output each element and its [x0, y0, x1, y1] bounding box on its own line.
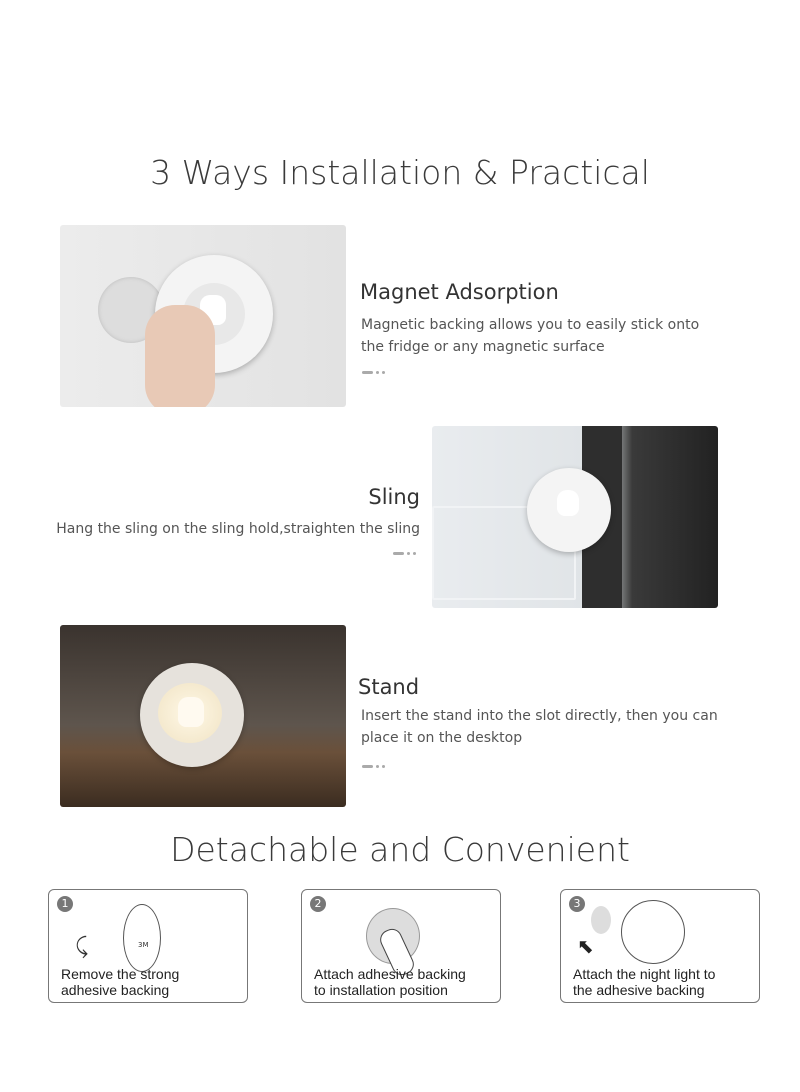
stand-desc [361, 705, 718, 749]
adhesive-disc-icon [591, 906, 611, 934]
section-title: Detachable and Convenient [170, 830, 630, 869]
main-title: 3 Ways Installation & Practical [150, 153, 650, 192]
magnet-photo [60, 225, 346, 407]
stand-photo [60, 625, 346, 807]
sling-desc: Hang the sling on the sling hold,straighten the sling [56, 521, 420, 537]
decorative-dots [362, 765, 392, 769]
step-card-3 [560, 889, 760, 1003]
decorative-dots [362, 371, 392, 375]
step-number: 3 [569, 896, 585, 912]
brand-label: 3M [138, 941, 149, 949]
cat-figure [557, 490, 579, 516]
magnet-desc [361, 314, 699, 358]
step-card-2 [301, 889, 501, 1003]
stand-title: Stand [358, 675, 420, 699]
adhesive-disc-icon [123, 904, 161, 972]
magnet-title: Magnet Adsorption [360, 280, 559, 304]
step-number: 1 [57, 896, 73, 912]
arrow-left-icon: ⬉ [577, 934, 594, 958]
cat-figure [178, 697, 204, 727]
night-light [527, 468, 611, 552]
desc-line: the fridge or any magnetic surface [361, 339, 605, 355]
desc-line: Magnetic backing allows you to easily stick onto [361, 317, 700, 333]
night-light-icon [621, 900, 685, 964]
step-caption: Remove the strong adhesive backing [61, 966, 180, 998]
sling-title: Sling [368, 485, 420, 509]
step-caption: Attach adhesive backing to installation position [314, 966, 466, 998]
night-light [140, 663, 244, 767]
sling-photo [432, 426, 718, 608]
step-number: 2 [310, 896, 326, 912]
desc-line: Insert the stand into the slot directly, then you can [361, 708, 718, 724]
arrow-down-left-icon: ⤹ [75, 934, 89, 959]
desc-line: place it on the desktop [361, 730, 523, 746]
decorative-dots [393, 552, 423, 556]
hand [145, 305, 215, 407]
step-caption: Attach the night light to the adhesive backing [573, 966, 716, 998]
step-card-1 [48, 889, 248, 1003]
